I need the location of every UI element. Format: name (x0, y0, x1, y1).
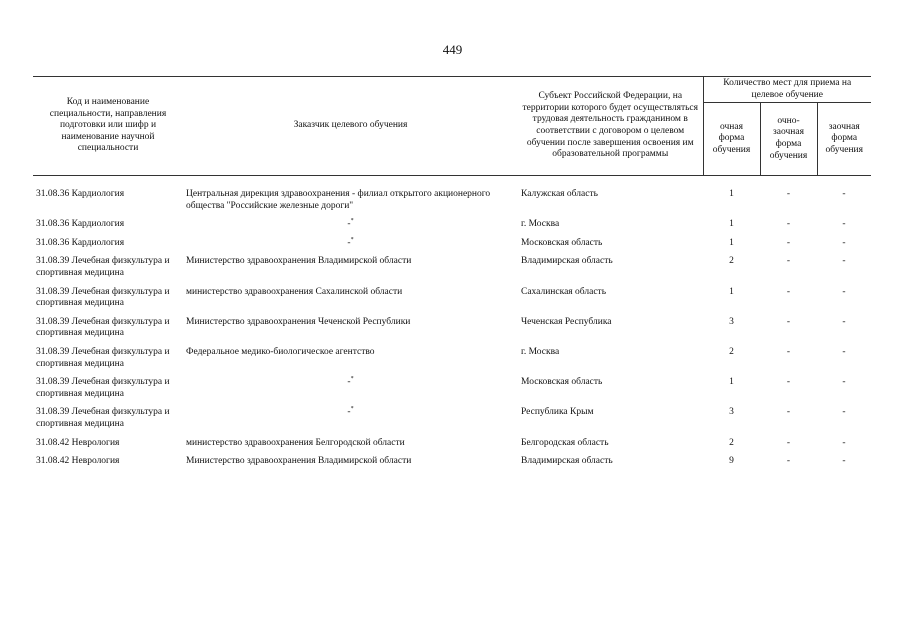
table-row (33, 347, 871, 377)
cell-full-time: 1 (729, 237, 734, 248)
cell-full-time: 2 (729, 346, 734, 357)
cell-code: 31.08.39 Лечебная физкультура и спортивная медицина (36, 407, 170, 429)
cell-distance: - (842, 189, 846, 199)
cell-subject: Московская область (521, 377, 603, 388)
table-row (33, 377, 871, 407)
cell-customer: Министерство здравоохранения Чеченской Республики (186, 316, 411, 327)
table-row (33, 219, 871, 238)
cell-subject: Сахалинская область (521, 286, 607, 297)
cell-customer: Министерство здравоохранения Владимирской области (186, 456, 412, 467)
cell-part-time: - (786, 456, 791, 467)
cell-part-time: - (786, 437, 791, 448)
footnote-mark: * (350, 218, 354, 225)
cell-customer: Центральная дирекция здравоохранения - филиал открытого акционерного общества "Российские железные дороги" (186, 189, 491, 211)
table-row (33, 438, 871, 457)
cell-part-time: - (786, 286, 791, 297)
cell-part-time: - (786, 237, 791, 248)
table-row (33, 287, 871, 317)
cell-subject: г. Москва (521, 219, 560, 230)
cell-distance: - (842, 237, 846, 248)
cell-subject: Калужская область (521, 189, 598, 199)
table-header (33, 77, 871, 176)
table-body (33, 176, 871, 475)
cell-customer: министерство здравоохранения Белгородской области (186, 437, 405, 448)
cell-full-time: 1 (729, 286, 734, 297)
cell-code: 31.08.39 Лечебная физкультура и спортивная медицина (36, 346, 170, 369)
table-row (33, 317, 871, 347)
header-part-time: очно-заочная форма обучения (760, 103, 817, 176)
cell-code: 31.08.39 Лечебная физкультура и спортивная медицина (36, 316, 170, 339)
table-row (33, 407, 871, 437)
header-customer: Заказчик целевого обучения (183, 77, 518, 176)
cell-code: 31.08.36 Кардиология (36, 237, 125, 248)
cell-code: 31.08.36 Кардиология (36, 219, 125, 230)
cell-distance: - (842, 219, 846, 230)
cell-full-time: 9 (729, 456, 734, 467)
cell-code: 31.08.39 Лечебная физкультура и спортивная медицина (36, 286, 170, 309)
cell-subject: Владимирская область (521, 456, 613, 467)
table-row (33, 456, 871, 475)
cell-part-time: - (786, 346, 791, 357)
cell-full-time: 2 (729, 256, 734, 267)
cell-customer: Министерство здравоохранения Владимирской области (186, 256, 412, 267)
quota-table (33, 76, 871, 475)
table-row (33, 256, 871, 286)
cell-part-time: - (786, 316, 791, 327)
cell-customer: министерство здравоохранения Сахалинской области (186, 286, 403, 297)
cell-subject: Владимирская область (521, 256, 613, 267)
cell-subject: Республика Крым (521, 407, 594, 418)
cell-full-time: 3 (729, 316, 734, 327)
cell-distance: - (842, 407, 846, 418)
cell-distance: - (842, 377, 846, 388)
cell-customer: -* (347, 406, 354, 418)
table-row (33, 238, 871, 257)
cell-distance: - (842, 346, 846, 357)
cell-full-time: 1 (729, 189, 734, 199)
cell-full-time: 3 (729, 407, 734, 418)
cell-distance: - (842, 437, 846, 448)
cell-subject: Московская область (521, 237, 603, 248)
cell-part-time: - (786, 219, 791, 230)
cell-subject: г. Москва (521, 346, 560, 357)
cell-customer: -* (347, 218, 354, 230)
footnote-mark: * (350, 236, 354, 243)
table-row (33, 176, 871, 220)
cell-part-time: - (786, 407, 791, 418)
cell-part-time: - (786, 256, 791, 267)
cell-part-time: - (786, 377, 791, 388)
cell-distance: - (842, 316, 846, 327)
cell-distance: - (842, 256, 846, 267)
cell-distance: - (842, 286, 846, 297)
header-places: Количество мест для приема на целевое обучение (703, 77, 871, 103)
cell-code: 31.08.39 Лечебная физкультура и спортивная медицина (36, 377, 170, 399)
header-code: Код и наименование специальности, направления подготовки или шифр и наименование научной специальности (33, 77, 183, 176)
cell-distance: - (842, 456, 846, 467)
header-distance: заочная форма обучения (817, 103, 871, 176)
cell-full-time: 1 (729, 377, 734, 388)
cell-customer: -* (347, 375, 354, 388)
cell-customer: Федеральное медико-биологическое агентство (186, 346, 375, 357)
cell-customer: -* (347, 236, 354, 248)
cell-subject: Белгородская область (521, 437, 609, 448)
cell-code: 31.08.36 Кардиология (36, 189, 125, 199)
cell-subject: Чеченская Республика (521, 316, 612, 327)
cell-part-time: - (786, 189, 791, 199)
cell-full-time: 2 (729, 437, 734, 448)
footnote-mark: * (350, 375, 354, 382)
cell-full-time: 1 (729, 219, 734, 230)
cell-code: 31.08.39 Лечебная физкультура и спортивная медицина (36, 256, 170, 278)
header-subject: Субъект Российской Федерации, на территории которого будет осуществляться трудовая деятельность гражданином в соответствии с договором о целевом обучении после завершения освоения им образовательной программы (518, 77, 703, 176)
page-number: 449 (442, 42, 463, 57)
header-full-time: очная форма обучения (703, 103, 760, 176)
footnote-mark: * (350, 406, 354, 413)
cell-code: 31.08.42 Неврология (36, 456, 120, 467)
cell-code: 31.08.42 Неврология (36, 437, 120, 448)
